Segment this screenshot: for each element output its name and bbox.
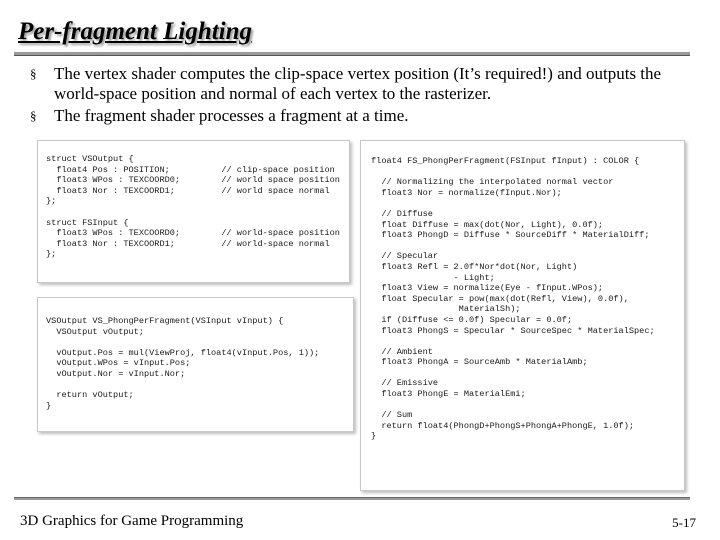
code-line: // Sum: [371, 410, 413, 421]
code-line: [46, 380, 353, 391]
title-divider: [14, 52, 690, 56]
code-line: [371, 167, 684, 178]
code-line: // Specular: [371, 251, 439, 262]
code-line: struct FSInput {: [46, 217, 129, 228]
code-line: [371, 198, 684, 209]
code-line: float3 PhongA = SourceAmb * MaterialAmb;: [371, 357, 588, 368]
bullet-text: The vertex shader computes the clip-space vertex position (It’s required!) and outputs the world-space position and normal of each vertex to the rasterizer.: [54, 64, 662, 103]
code-line: MaterialSh);: [371, 304, 521, 315]
code-line: };: [46, 249, 57, 260]
code-line: float3 WPos : TEXCOORD0; // world-space position: [46, 228, 340, 239]
code-line: [371, 336, 684, 347]
code-line: float3 Refl = 2.0f*Nor*dot(Nor, Light): [371, 261, 578, 272]
code-line: VSOutput vOutput;: [46, 326, 144, 337]
code-line: VSOutput VS_PhongPerFragment(VSInput vInput) {: [46, 316, 284, 326]
bullet-item: [30, 106, 690, 126]
code-line: if (Diffuse <= 0.0f) Specular = 0.0f;: [371, 314, 573, 325]
code-line: [46, 207, 349, 218]
code-line: // Diffuse: [371, 208, 433, 219]
code-line: float4 FS_PhongPerFragment(FSInput fInput) : COLOR {: [371, 156, 640, 166]
code-line: - Light;: [371, 272, 495, 283]
code-line: // Emissive: [371, 378, 439, 389]
struct-definitions-code: [37, 140, 350, 283]
code-line: vOutput.Nor = vInput.Nor;: [46, 368, 186, 379]
slide-title: Per-fragment Lighting: [18, 18, 253, 45]
bullet-list: [30, 64, 690, 128]
footer-divider: [14, 497, 690, 500]
bullet-item: [30, 64, 690, 104]
code-line: // Ambient: [371, 346, 433, 357]
code-line: float3 Nor : TEXCOORD1; // world-space normal: [46, 238, 330, 249]
code-line: vOutput.WPos = vInput.Pos;: [46, 358, 191, 369]
code-line: float3 Nor : TEXCOORD1; // world space normal: [46, 185, 330, 196]
code-line: float3 View = normalize(Eye - fInput.WPos);: [371, 283, 604, 294]
bullet-marker-icon: §: [30, 108, 37, 123]
code-line: return vOutput;: [46, 390, 134, 401]
code-line: float3 WPos : TEXCOORD0; // world space position: [46, 175, 340, 186]
code-line: float3 PhongD = Diffuse * SourceDiff * MaterialDiff;: [371, 230, 650, 241]
code-line: float3 PhongE = MaterialEmi;: [371, 389, 526, 400]
code-line: return float4(PhongD+PhongS+PhongA+PhongE, 1.0f);: [371, 420, 635, 431]
code-line: [371, 241, 684, 252]
code-line: }: [371, 431, 377, 442]
code-line: float Diffuse = max(dot(Nor, Light), 0.0f);: [371, 219, 604, 230]
code-line: };: [46, 196, 57, 207]
fragment-shader-code: [360, 140, 685, 491]
bullet-marker-icon: §: [30, 66, 37, 81]
code-line: // Normalizing the interpolated normal vector: [371, 177, 614, 188]
code-line: float3 PhongS = Specular * SourceSpec * MaterialSpec;: [371, 325, 655, 336]
code-line: float Specular = pow(max(dot(Refl, View), 0.0f),: [371, 293, 629, 304]
code-line: }: [46, 400, 52, 411]
code-line: struct VSOutput {: [46, 154, 134, 164]
footer-course-title: 3D Graphics for Game Programming: [20, 513, 244, 529]
vertex-shader-code: [37, 297, 354, 432]
code-line: float3 Nor = normalize(fInput.Nor);: [371, 187, 562, 198]
code-line: float4 Pos : POSITION; // clip-space position: [46, 164, 335, 175]
bullet-text: The fragment shader processes a fragment at a time.: [54, 106, 409, 125]
page-number: 5-17: [672, 515, 696, 530]
code-line: vOutput.Pos = mul(ViewProj, float4(vInput.Pos, 1));: [46, 347, 320, 358]
code-line: [371, 400, 684, 411]
code-line: [371, 368, 684, 379]
code-line: [46, 337, 353, 348]
